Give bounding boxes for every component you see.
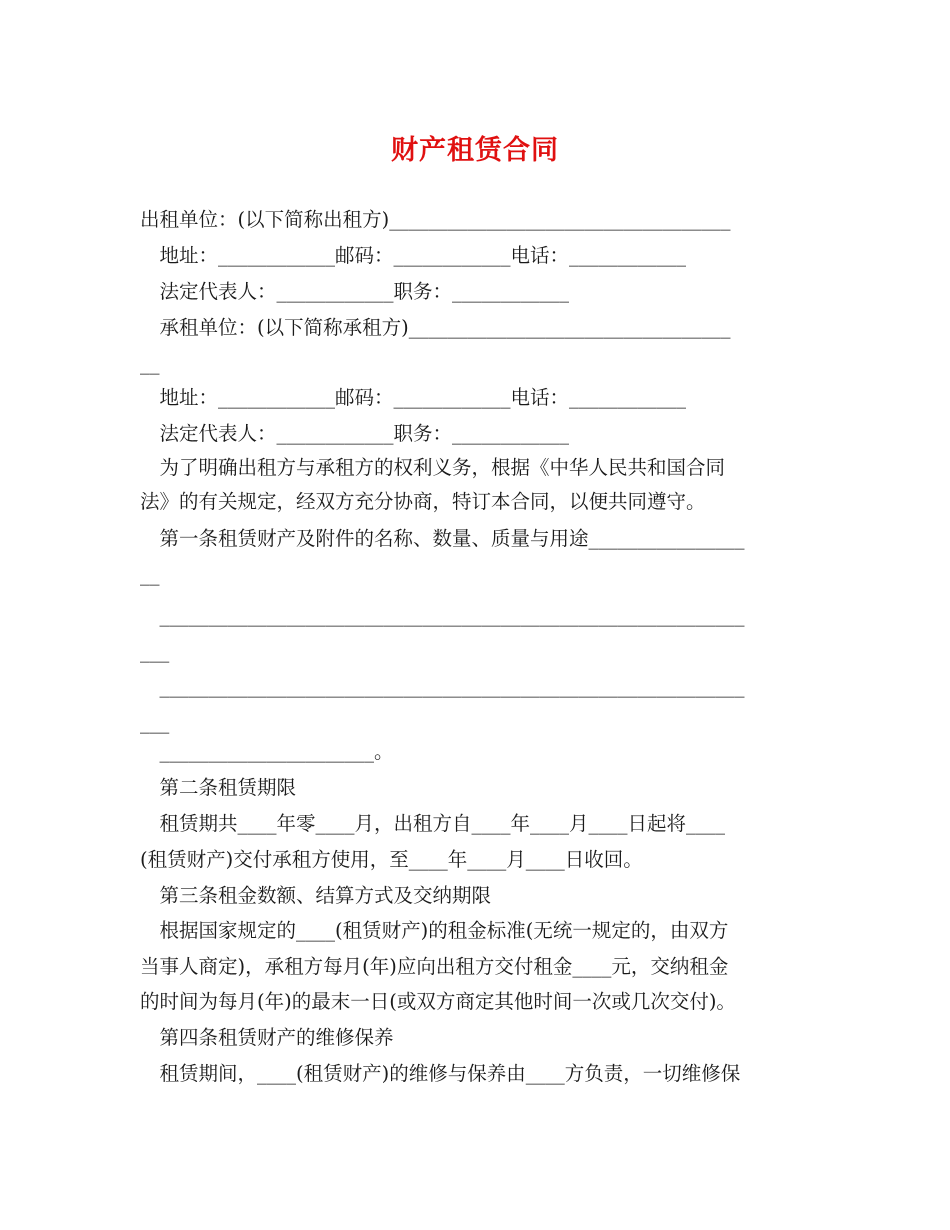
article-1-blank-5: ___ — [140, 711, 170, 734]
article-3-line-2: 当事人商定)，承租方每月(年)应向出租方交付租金____元，交纳租金 — [140, 955, 729, 978]
article-1-blank-6: ______________________。 — [140, 740, 394, 763]
article-4-line-1: 租赁期间，____(租赁财产)的维修与保养由____方负责，一切维修保 — [140, 1062, 741, 1085]
document-title: 财产租赁合同 — [391, 135, 559, 166]
lessee-unit-line: 承租单位：(以下简称承租方)_________________________________ — [140, 316, 731, 339]
article-2-line-1: 租赁期共____年零____月，出租方自____年____月____日起将____ — [140, 812, 726, 835]
article-4-heading: 第四条租赁财产的维修保养 — [140, 1026, 394, 1049]
article-3-line-3: 的时间为每月(年)的最末一日(或双方商定其他时间一次或几次交付)。 — [140, 990, 736, 1013]
lessee-address-line: 地址：____________邮码：____________电话：____________ — [140, 386, 687, 409]
preamble-line-1: 为了明确出租方与承租方的权利义务，根据《中华人民共和国合同 — [140, 456, 726, 479]
lessor-representative-line: 法定代表人：____________职务：____________ — [140, 280, 570, 303]
article-1-heading: 第一条租赁财产及附件的名称、数量、质量与用途________________ — [140, 527, 745, 550]
preamble-line-2: 法》的有关规定，经双方充分协商，特订本合同，以便共同遵守。 — [140, 490, 706, 513]
article-1-blank-3: ___ — [140, 640, 170, 663]
article-2-heading: 第二条租赁期限 — [140, 776, 297, 799]
lessee-representative-line: 法定代表人：____________职务：____________ — [140, 422, 570, 445]
lessor-unit-line: 出租单位：(以下简称出租方)___________________________________ — [140, 208, 731, 231]
article-3-heading: 第三条租金数额、结算方式及交纳期限 — [140, 884, 492, 907]
lessee-unit-line-continued: __ — [140, 352, 160, 375]
article-1-blank-4: ____________________________________________________________ — [140, 675, 745, 698]
article-1-blank-1: __ — [140, 563, 160, 586]
lessor-address-line: 地址：____________邮码：____________电话：____________ — [140, 244, 687, 267]
article-2-line-2: (租赁财产)交付承租方使用，至____年____月____日收回。 — [140, 848, 643, 871]
article-3-line-1: 根据国家规定的____(租赁财产)的租金标准(无统一规定的，由双方 — [140, 919, 729, 942]
article-1-blank-2: ____________________________________________________________ — [140, 604, 745, 627]
